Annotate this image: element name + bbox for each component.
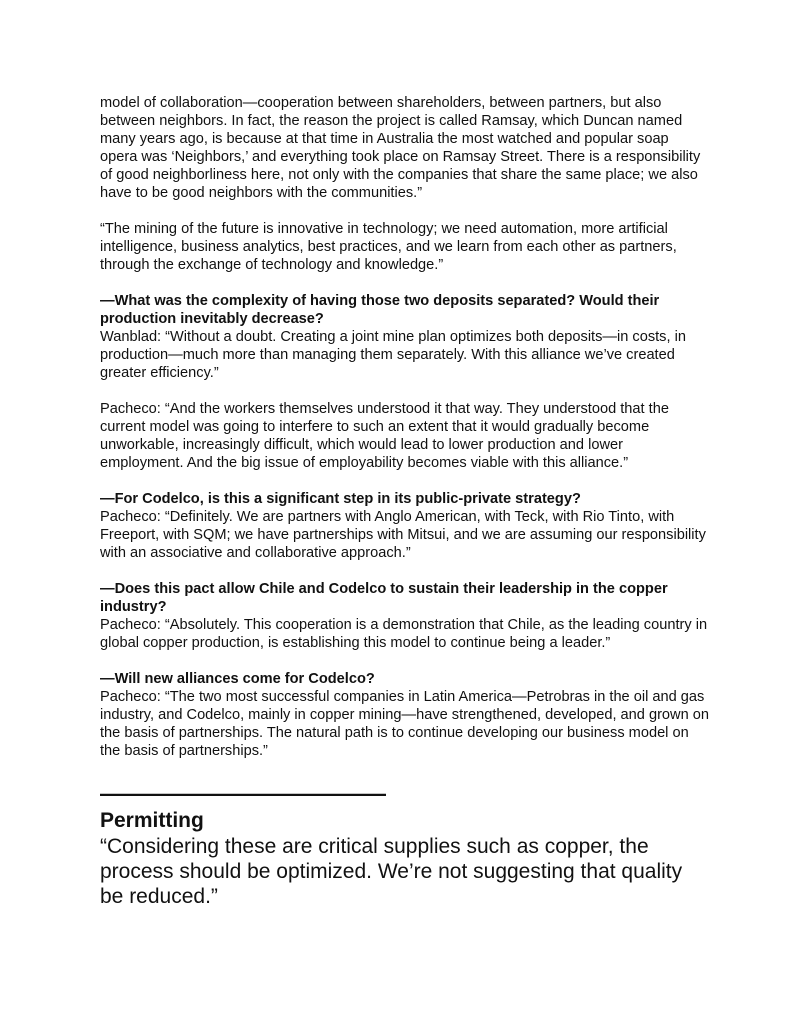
paragraph-mining-future: “The mining of the future is innovative in technology; we need automation, more artificial intelligence, business analytics, best practices, and we learn from each other as partners, through the exchange of technology and knowledge.” <box>100 221 677 273</box>
pull-quote: “Considering these are critical supplies such as copper, the process should be optimized. We’re not suggesting that quality be reduced.” <box>100 835 683 908</box>
qa-block-leadership <box>100 580 710 652</box>
paragraph-collaboration: model of collaboration—cooperation between shareholders, between partners, but also between neighbors. In fact, the reason the project is called Ramsay, which Duncan named many years ago, is because at that time in Australia the most watched and popular soap opera was ‘Neighbors,’ and everything took place on Ramsay Street. There is a responsibility of good neighborliness here, not only with the companies that share the same place; we also have to be good neighbors with the communities.” <box>100 95 701 201</box>
answer-pacheco-workers: Pacheco: “And the workers themselves understood it that way. They understood that the current model was going to interfere to such an extent that it would gradually become unworkable, increasingly difficult, which would lead to lower production and lower employment. And the big issue of employability becomes viable with this alliance.” <box>100 401 669 471</box>
qa-block-alliances <box>100 670 710 760</box>
answer-pacheco-partners: Pacheco: “Definitely. We are partners with Anglo American, with Teck, with Rio Tinto, with Freeport, with SQM; we have partnerships with Mitsui, and we are assuming our responsibility with an associative and collaborative approach.” <box>100 509 706 561</box>
answer-wanblad: Wanblad: “Without a doubt. Creating a joint mine plan optimizes both deposits—in costs, in production—much more than managing them separately. With this alliance we’ve created greater efficiency.” <box>100 329 686 381</box>
document-page <box>100 94 710 909</box>
question-leadership: —Does this pact allow Chile and Codelco to sustain their leadership in the copper industry? <box>100 581 668 615</box>
question-deposits: —What was the complexity of having those two deposits separated? Would their production inevitably decrease? <box>100 293 660 327</box>
section-heading-permitting: Permitting <box>100 809 204 832</box>
question-alliances: —Will new alliances come for Codelco? <box>100 671 375 687</box>
answer-pacheco-alliances: Pacheco: “The two most successful companies in Latin America—Petrobras in the oil and gas industry, and Codelco, mainly in copper mining—have strengthened, developed, and grown on the basis of partnerships. The natural path is to continue developing our business model on the basis of partnerships.” <box>100 689 709 759</box>
answer-pacheco-leadership: Pacheco: “Absolutely. This cooperation is a demonstration that Chile, as the leading country in global copper production, is establishing this model to continue being a leader.” <box>100 617 708 651</box>
question-public-private: —For Codelco, is this a significant step in its public-private strategy? <box>100 491 581 507</box>
section-divider: ————————————— <box>100 781 386 806</box>
qa-block-public-private <box>100 490 710 562</box>
qa-block-deposits <box>100 292 710 382</box>
